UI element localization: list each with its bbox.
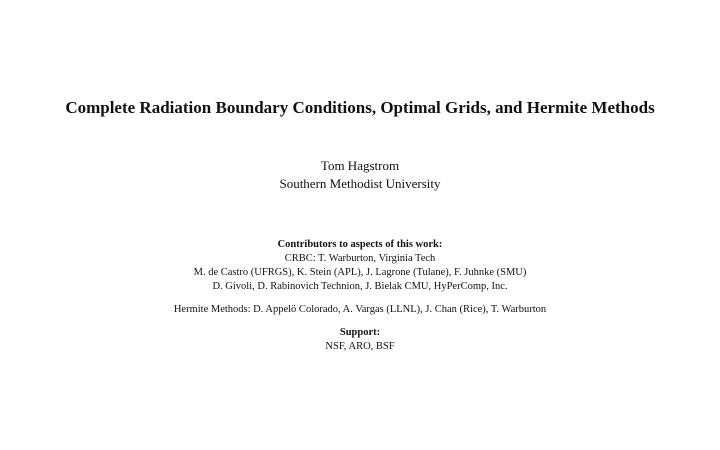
author-name: Tom Hagstrom (320, 158, 400, 173)
contributors-line: D. Givoli, D. Rabinovich Technion, J. Bielak CMU, HyPerComp, Inc. (212, 281, 508, 292)
hermite-methods-line: Hermite Methods: D. Appelö Colorado, A. Vargas (LLNL), J. Chan (Rice), T. Warburton (173, 304, 547, 315)
support-heading: Support: (339, 327, 381, 338)
author-affiliation: Southern Methodist University (279, 176, 441, 191)
contributors-line: M. de Castro (UFRGS), K. Stein (APL), J. Lagrone (Tulane), F. Juhnke (SMU) (193, 267, 527, 278)
support-text: NSF, ARO, BSF (325, 341, 395, 352)
contributors-heading: Contributors to aspects of this work: (277, 239, 443, 250)
contributors-block (0, 238, 720, 354)
author-block (0, 157, 720, 193)
contributors-line: CRBC: T. Warburton, Virginia Tech (284, 253, 436, 264)
slide-title: Complete Radiation Boundary Conditions, Optimal Grids, and Hermite Methods (65, 98, 655, 117)
